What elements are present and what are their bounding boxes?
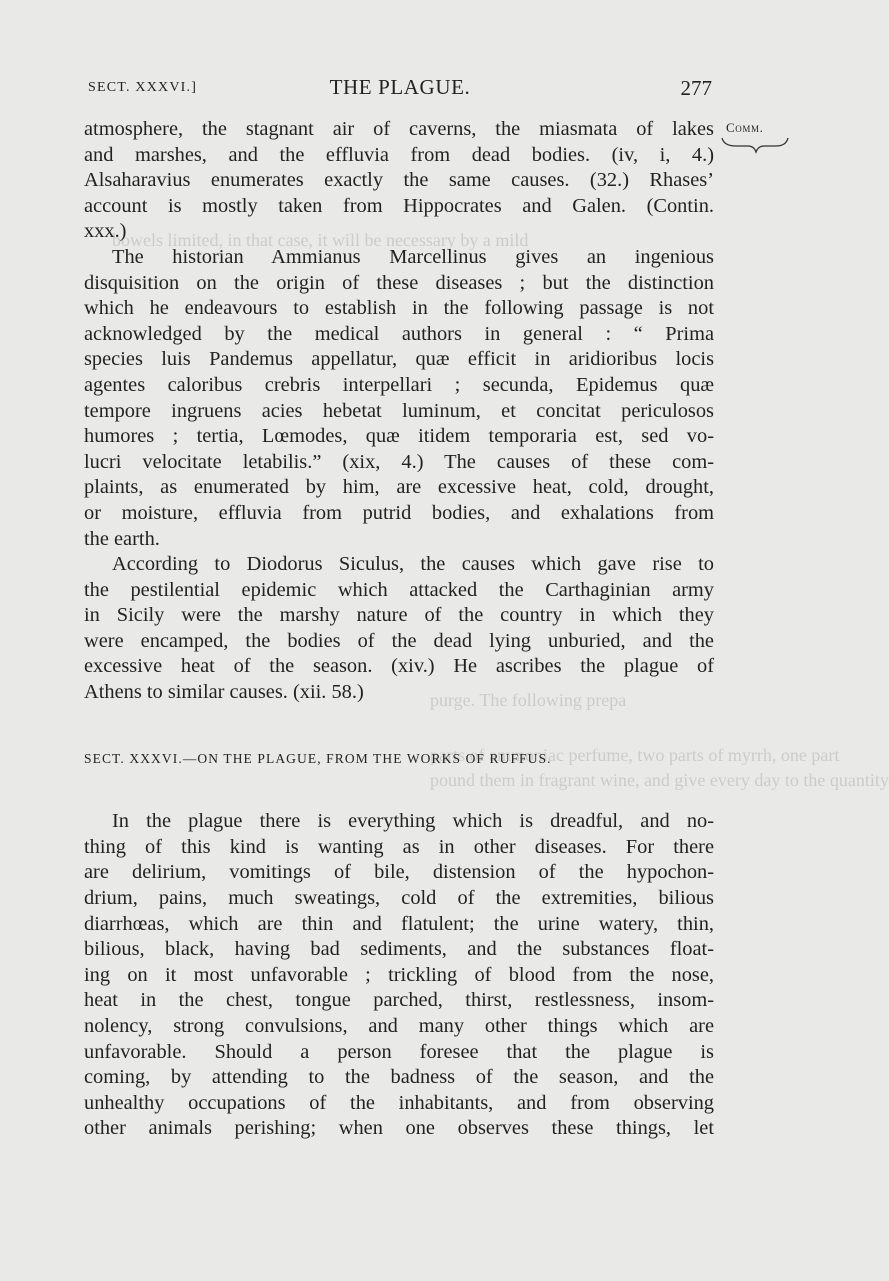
page-title: THE PLAGUE. bbox=[329, 75, 471, 99]
text-line: the earth. bbox=[84, 527, 160, 550]
page-body bbox=[84, 117, 714, 1142]
text-line: According to Diodorus Siculus, the causes which gave rise to bbox=[112, 553, 714, 576]
bleed-through-text: pound them in fragrant wine, and give every day to the quantity bbox=[430, 770, 889, 790]
text-line: other animals perishing; when one observes these things, let bbox=[84, 1117, 714, 1140]
text-line: humores ; tertia, Lœmodes, quæ itidem temporaria est, sed vo- bbox=[84, 425, 714, 448]
margin-note: Comm. bbox=[726, 120, 764, 135]
text-line: nolency, strong convulsions, and many other things which are bbox=[84, 1015, 714, 1037]
text-line: In the plague there is everything which is dreadful, and no- bbox=[112, 810, 714, 833]
text-line: or moisture, effluvia from putrid bodies, and exhalations from bbox=[84, 501, 714, 524]
text-line: Athens to similar causes. (xii. 58.) bbox=[84, 681, 364, 704]
text-line: coming, by attending to the badness of the season, and the bbox=[84, 1066, 714, 1089]
text-line: in Sicily were the marshy nature of the country in which they bbox=[84, 604, 714, 627]
paragraph bbox=[84, 245, 714, 552]
margin-brace-icon bbox=[720, 134, 790, 154]
text-line: unfavorable. Should a person foresee that the plague is bbox=[84, 1040, 714, 1063]
paragraph bbox=[84, 552, 714, 706]
text-line: atmosphere, the stagnant air of caverns, the miasmata of lakes bbox=[84, 118, 714, 140]
text-line: thing of this kind is wanting as in other diseases. For there bbox=[84, 835, 714, 858]
page-number: 277 bbox=[680, 76, 712, 100]
bleed-through-text: bowels limited, in that case, it will be necessary by a mild bbox=[112, 230, 529, 250]
text-line: lucri velocitate letabilis.” (xix, 4.) The causes of these com- bbox=[84, 450, 714, 473]
paragraph bbox=[84, 809, 714, 1142]
text-line: diarrhœas, which are thin and flatulent; the urine watery, thin, bbox=[84, 912, 714, 935]
text-line: the pestilential epidemic which attacked the Carthaginian army bbox=[84, 578, 714, 601]
text-line: unhealthy occupations of the inhabitants, and from observing bbox=[84, 1091, 714, 1114]
text-line: acknowledged by the medical authors in general : “ Prima bbox=[84, 322, 714, 345]
text-line: excessive heat of the season. (xiv.) He ascribes the plague of bbox=[84, 655, 714, 678]
text-line: drium, pains, much sweatings, cold of the extremities, bilious bbox=[84, 887, 714, 910]
bleed-through-text: parts of ammoniac perfume, two parts of myrrh, one part bbox=[430, 745, 840, 765]
text-line: and marshes, and the effluvia from dead bodies. (iv, i, 4.) bbox=[84, 143, 714, 166]
text-line: which he endeavours to establish in the following passage is not bbox=[84, 297, 714, 320]
text-line: heat in the chest, tongue parched, thirst, restlessness, insom- bbox=[84, 989, 714, 1012]
text-line: agentes caloribus crebris interpellari ; secunda, Epidemus quæ bbox=[84, 373, 714, 396]
text-line: account is mostly taken from Hippocrates and Galen. (Contin. bbox=[84, 194, 714, 217]
text-line: Alsaharavius enumerates exactly the same causes. (32.) Rhases’ bbox=[84, 169, 714, 192]
text-line: tempore ingruens acies hebetat luminum, et concitat periculosos bbox=[84, 399, 714, 422]
text-line: are delirium, vomitings of bile, distension of the hypochon- bbox=[84, 861, 714, 884]
text-line: ing on it most unfavorable ; trickling of blood from the nose, bbox=[84, 963, 714, 986]
section-label: SECT. XXXVI.] bbox=[88, 80, 198, 95]
text-line: xxx.) bbox=[84, 220, 127, 243]
section-heading: SECT. XXXVI.—ON THE PLAGUE, FROM THE WORKS OF RUFFUS. bbox=[84, 750, 552, 766]
text-line: bilious, black, having bad sediments, and the substances float- bbox=[84, 938, 714, 961]
text-line: species luis Pandemus appellatur, quæ efficit in aridioribus locis bbox=[84, 348, 714, 371]
text-line: were encamped, the bodies of the dead lying unburied, and the bbox=[84, 629, 714, 652]
running-header bbox=[88, 72, 712, 104]
paragraph bbox=[84, 117, 714, 245]
text-line: The historian Ammianus Marcellinus gives an ingenious bbox=[112, 245, 714, 268]
text-line: disquisition on the origin of these diseases ; but the distinction bbox=[84, 271, 714, 294]
text-line: plaints, as enumerated by him, are excessive heat, cold, drought, bbox=[84, 476, 714, 499]
bleed-through-text: purge. The following prepa bbox=[430, 690, 627, 710]
